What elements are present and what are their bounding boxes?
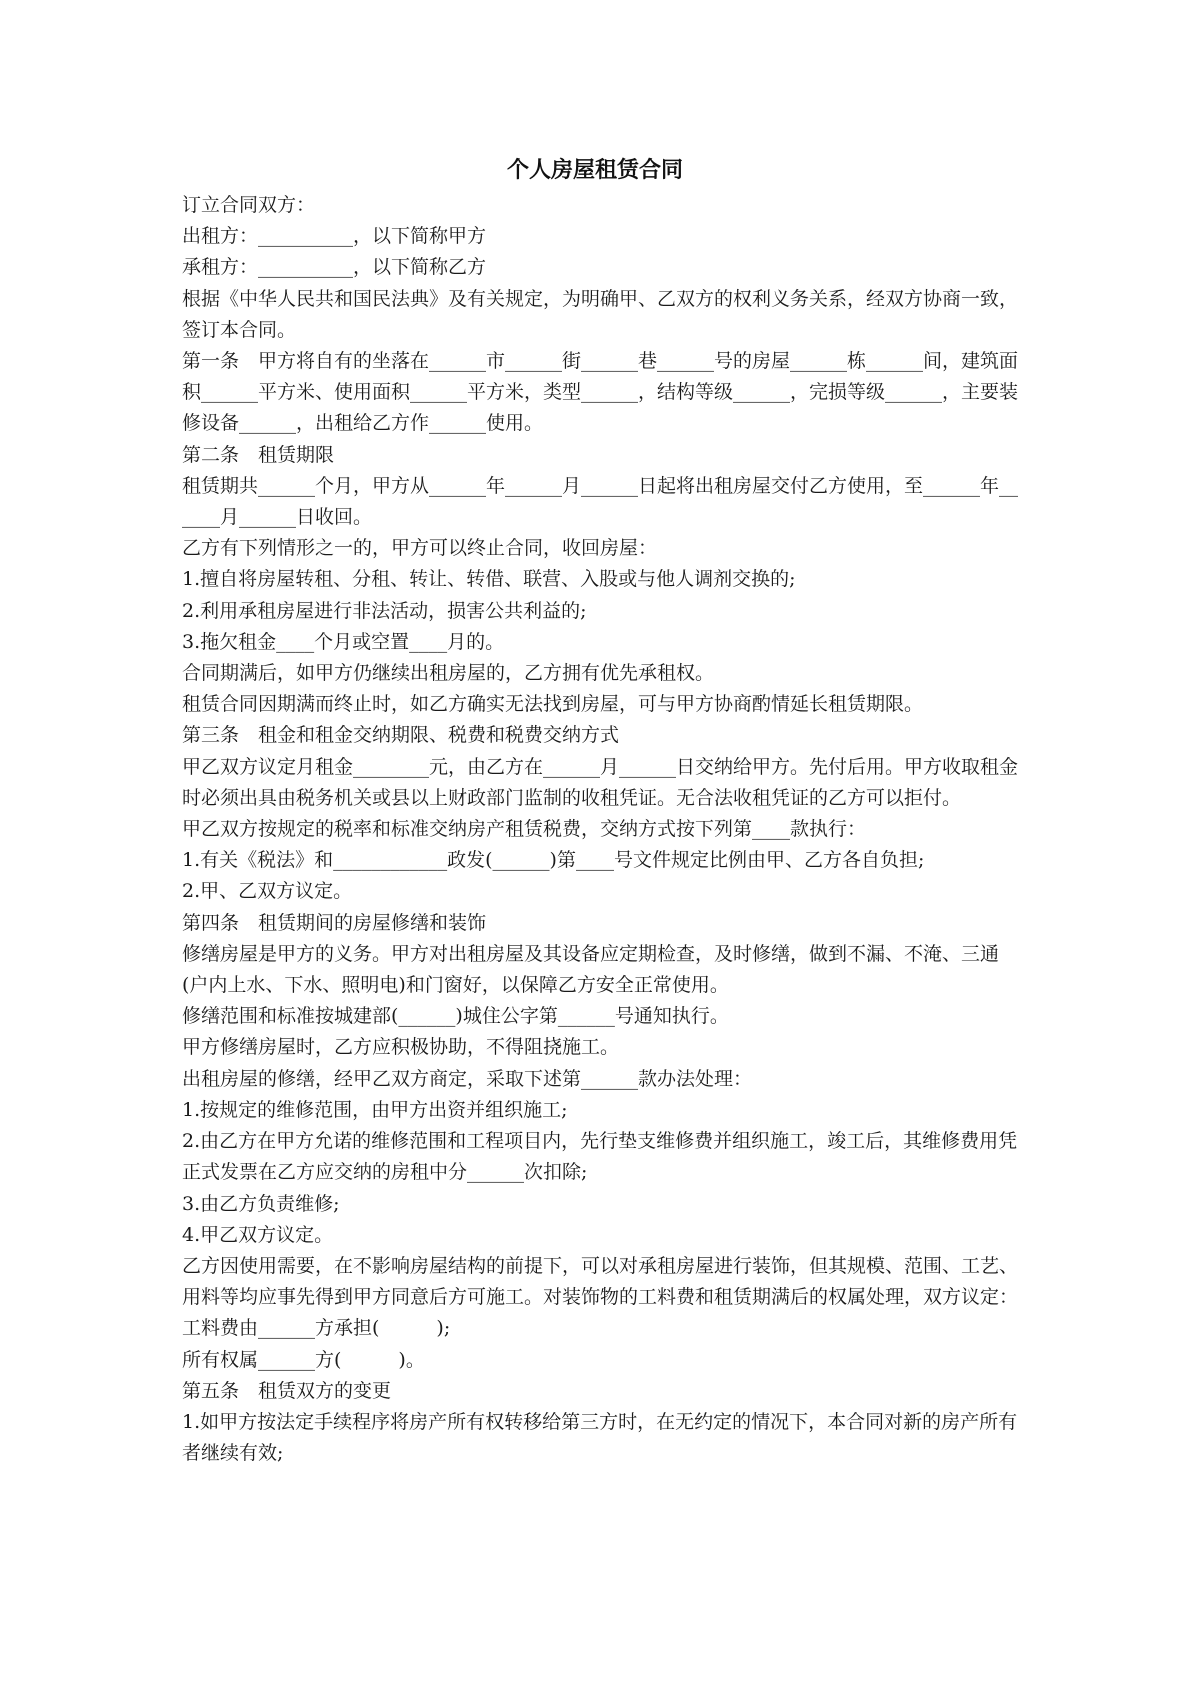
list-item: 3.由乙方负责维修; <box>182 1192 340 1215</box>
paragraph-tax: 甲乙双方按规定的税率和标准交纳房产租赁税费，交纳方式按下列第____款执行： <box>182 818 867 841</box>
document-body <box>182 190 1018 1469</box>
list-item: 2.甲、乙双方议定。 <box>182 880 353 903</box>
paragraph-rent: 甲乙双方议定月租金________元，由乙方在______月______日交纳给甲方。先付后用。甲方收取租金时必须出具由税务机关或县以上财政部门监制的收租凭证。无合法收租凭证的乙方可以拒付。 <box>182 755 1019 809</box>
paragraph-ownership: 所有权属______方( )。 <box>182 1348 425 1371</box>
list-item: 1.按规定的维修范围，由甲方出资并组织施工; <box>182 1098 568 1121</box>
list-item: 1.如甲方按法定手续程序将房产所有权转移给第三方时，在无约定的情况下，本合同对新的房产所有者继续有效; <box>182 1410 1018 1465</box>
paragraph-parties-heading: 订立合同双方： <box>182 194 316 216</box>
list-item: 2.由乙方在甲方允诺的维修范围和工程项目内，先行垫支维修费并组织施工，竣工后，其维修费用凭正式发票在乙方应交纳的房租中分______次扣除; <box>182 1130 1018 1184</box>
article-5-heading: 第五条 租赁双方的变更 <box>182 1379 392 1402</box>
paragraph-material-cost: 工料费由______方承担( ); <box>182 1317 451 1340</box>
paragraph-lessee: 承租方：__________，以下简称乙方 <box>182 256 487 279</box>
list-item: 1.擅自将房屋转租、分租、转让、转借、联营、入股或与他人调剂交换的; <box>182 568 796 591</box>
list-item: 1.有关《税法》和____________政发(______)第____号文件规定比例由甲、乙方各自负担; <box>182 849 925 872</box>
paragraph-extension: 租赁合同因期满而终止时，如乙方确实无法找到房屋，可与甲方协商酌情延长租赁期限。 <box>182 693 924 716</box>
paragraph-termination-intro: 乙方有下列情形之一的，甲方可以终止合同，收回房屋： <box>182 537 658 560</box>
list-item: 3.拖欠租金____个月或空置____月的。 <box>182 630 505 653</box>
document-title: 个人房屋租赁合同 <box>506 158 683 183</box>
paragraph-repair-method: 出租房屋的修缮，经甲乙双方商定，采取下述第______款办法处理： <box>182 1067 753 1090</box>
paragraph-repair-cooperation: 甲方修缮房屋时，乙方应积极协助，不得阻挠施工。 <box>182 1036 620 1059</box>
paragraph-lease-term: 租赁期共______个月，甲方从______年______月______日起将出租房屋交付乙方使用，至______年______月______日收回。 <box>182 474 1019 529</box>
article-1: 第一条 甲方将自有的坐落在______市______街______巷______号的房屋______栋______间，建筑面积______平方米、使用面积______平方米，类型______，结构等级______，完损等级______，主要装修设备______，出租给乙方作______使用。 <box>182 350 1019 435</box>
paragraph-decoration: 乙方因使用需要，在不影响房屋结构的前提下，可以对承租房屋进行装饰，但其规模、范围、工艺、用料等均应事先得到甲方同意后方可施工。对装饰物的工料费和租赁期满后的权属处理，双方议定： <box>182 1254 1019 1309</box>
paragraph-preamble: 根据《中华人民共和国民法典》及有关规定，为明确甲、乙双方的权利义务关系，经双方协商一致，签订本合同。 <box>182 287 1019 341</box>
paragraph-repair-scope: 修缮范围和标准按城建部(______)城住公字第______号通知执行。 <box>182 1005 729 1028</box>
list-item: 2.利用承租房屋进行非法活动，损害公共利益的; <box>182 599 587 622</box>
article-2-heading: 第二条 租赁期限 <box>182 443 335 466</box>
list-item: 4.甲乙双方议定。 <box>182 1223 334 1246</box>
paragraph-priority-right: 合同期满后，如甲方仍继续出租房屋的，乙方拥有优先承租权。 <box>182 662 715 685</box>
paragraph-lessor: 出租方：__________，以下简称甲方 <box>182 225 487 248</box>
article-3-heading: 第三条 租金和租金交纳期限、税费和税费交纳方式 <box>182 724 620 747</box>
article-4-heading: 第四条 租赁期间的房屋修缮和装饰 <box>182 911 487 934</box>
paragraph-repair-duty: 修缮房屋是甲方的义务。甲方对出租房屋及其设备应定期检查，及时修缮，做到不漏、不淹、三通(户内上水、下水、照明电)和门窗好，以保障乙方安全正常使用。 <box>182 942 1000 997</box>
